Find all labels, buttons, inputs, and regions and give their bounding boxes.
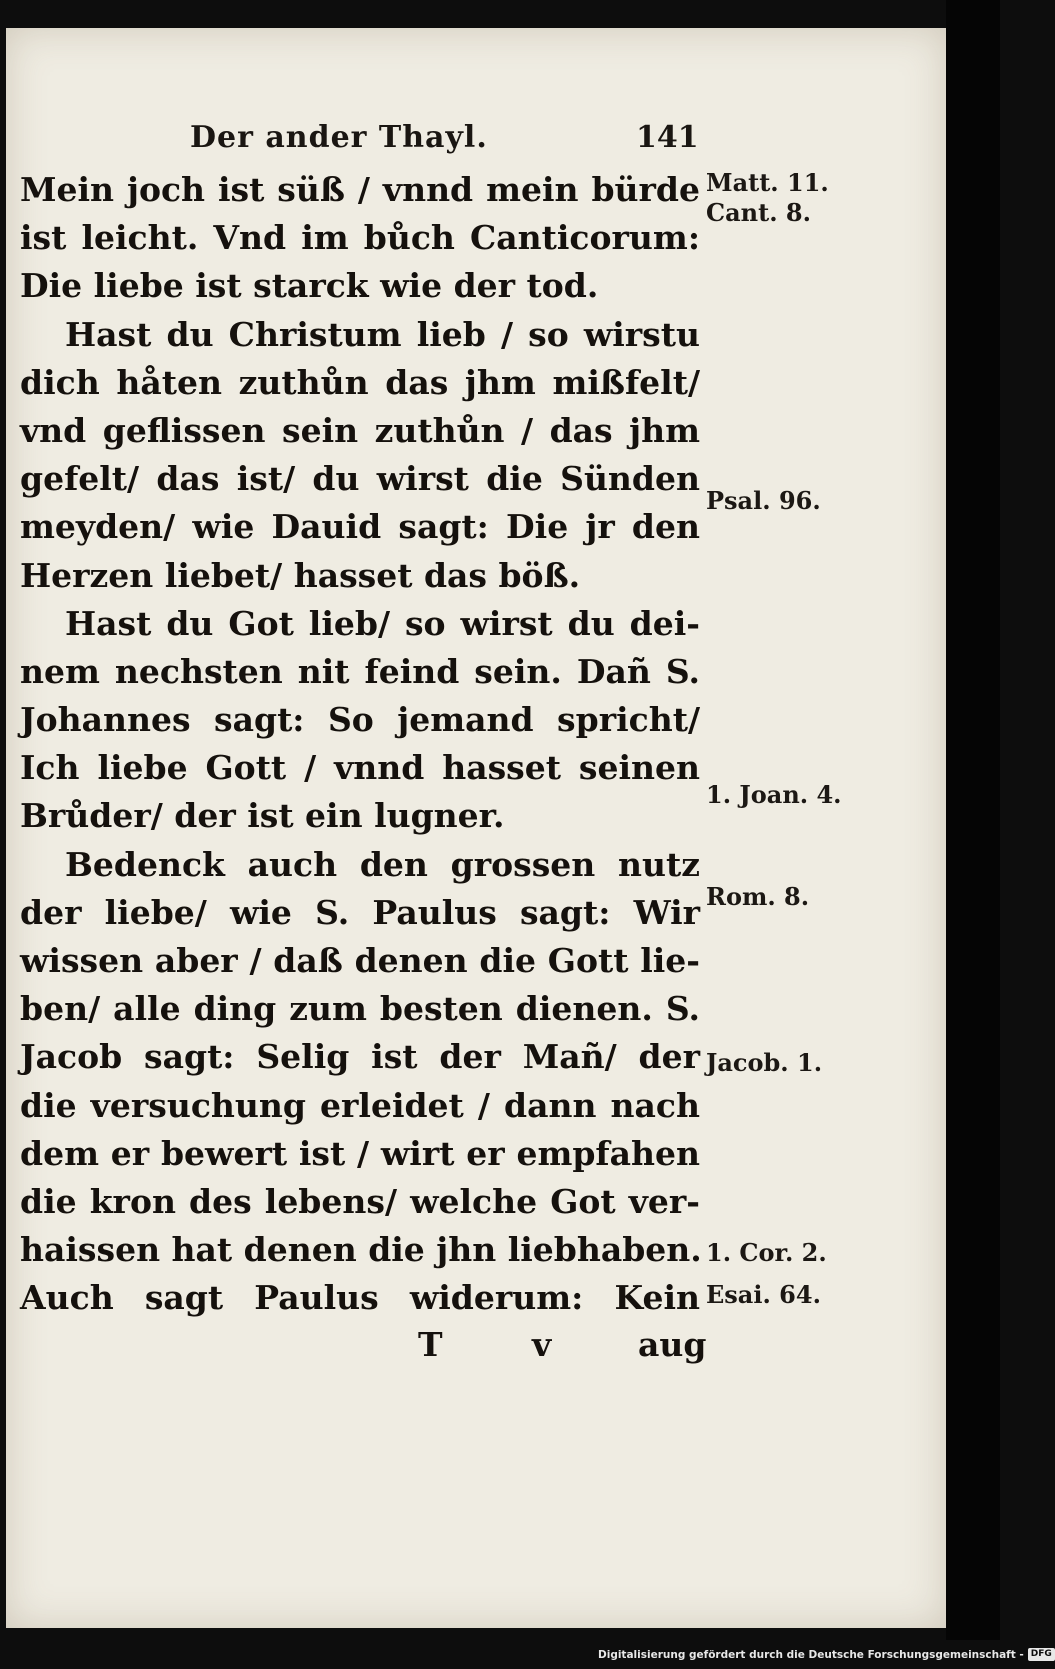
- text-line: Mein joch ist süß / vnnd mein bürde: [20, 170, 700, 209]
- text-line: gefelt/ das ist/ du wirst die Sünden: [20, 459, 700, 499]
- margin-note: Matt. 11.: [706, 168, 829, 197]
- text-line: der liebe/ wie S. Paulus sagt: Wir: [20, 892, 700, 932]
- page-number: 141: [636, 120, 699, 155]
- text-line: wissen aber / daß denen die Gott lie-: [20, 941, 700, 980]
- running-title: Der ander Thayl.: [190, 120, 488, 155]
- text-line: dem er bewert ist / wirt er empfahen: [20, 1133, 700, 1173]
- signature-number: v: [532, 1325, 552, 1364]
- text-line: ist leicht. Vnd im bůch Canticorum:: [20, 218, 700, 258]
- text-line: Johannes sagt: So jemand spricht/: [20, 700, 700, 740]
- text-line: Die liebe ist starck wie der tod.: [20, 266, 599, 306]
- text-line: die kron des lebens/ welche Got ver-: [20, 1181, 700, 1221]
- text-line: Jacob sagt: Selig ist der Mañ/ der: [20, 1037, 700, 1077]
- text-line: nem nechsten nit feind sein. Dañ S.: [20, 651, 700, 691]
- text-line: Ich liebe Gott / vnnd hasset seinen: [20, 748, 700, 788]
- margin-note: 1. Cor. 2.: [706, 1238, 827, 1267]
- catchword: aug: [638, 1325, 707, 1364]
- text-line: Auch sagt Paulus widerum: Kein: [20, 1278, 700, 1318]
- margin-note: Esai. 64.: [706, 1280, 821, 1309]
- scan-border: [946, 0, 1000, 1640]
- text-line: meyden/ wie Dauid sagt: Die jr den: [20, 507, 700, 547]
- footer-credit: [598, 1648, 1055, 1661]
- margin-note: 1. Joan. 4.: [706, 780, 842, 809]
- text-line: vnd geflissen sein zuthůn / das jhm: [20, 410, 700, 450]
- dfg-logo: DFG: [1028, 1648, 1055, 1661]
- text-line: haissen hat denen die jhn liebhaben.: [20, 1230, 702, 1270]
- footer-credit-text: Digitalisierung gefördert durch die Deutsche Forschungsgemeinschaft -: [598, 1648, 1024, 1661]
- text-line: Herzen liebet/ hasset das böß.: [20, 555, 581, 595]
- margin-note: Cant. 8.: [706, 198, 811, 227]
- margin-note: Psal. 96.: [706, 486, 821, 515]
- text-line: Hast du Christum lieb / so wirstu: [65, 314, 700, 354]
- text-line: Bedenck auch den grossen nutz: [65, 844, 700, 884]
- text-line: Brůder/ der ist ein lugner.: [20, 796, 505, 836]
- text-line: ben/ alle ding zum besten dienen. S.: [20, 989, 700, 1029]
- margin-note: Jacob. 1.: [706, 1048, 823, 1077]
- text-line: dich håten zuthůn das jhm mißfelt/: [20, 362, 700, 402]
- text-line: Hast du Got lieb/ so wirst du dei-: [65, 603, 700, 643]
- margin-note: Rom. 8.: [706, 882, 810, 911]
- signature-mark: T: [418, 1325, 443, 1364]
- text-line: die versuchung erleidet / dann nach: [20, 1085, 700, 1125]
- body-text: [20, 166, 700, 1323]
